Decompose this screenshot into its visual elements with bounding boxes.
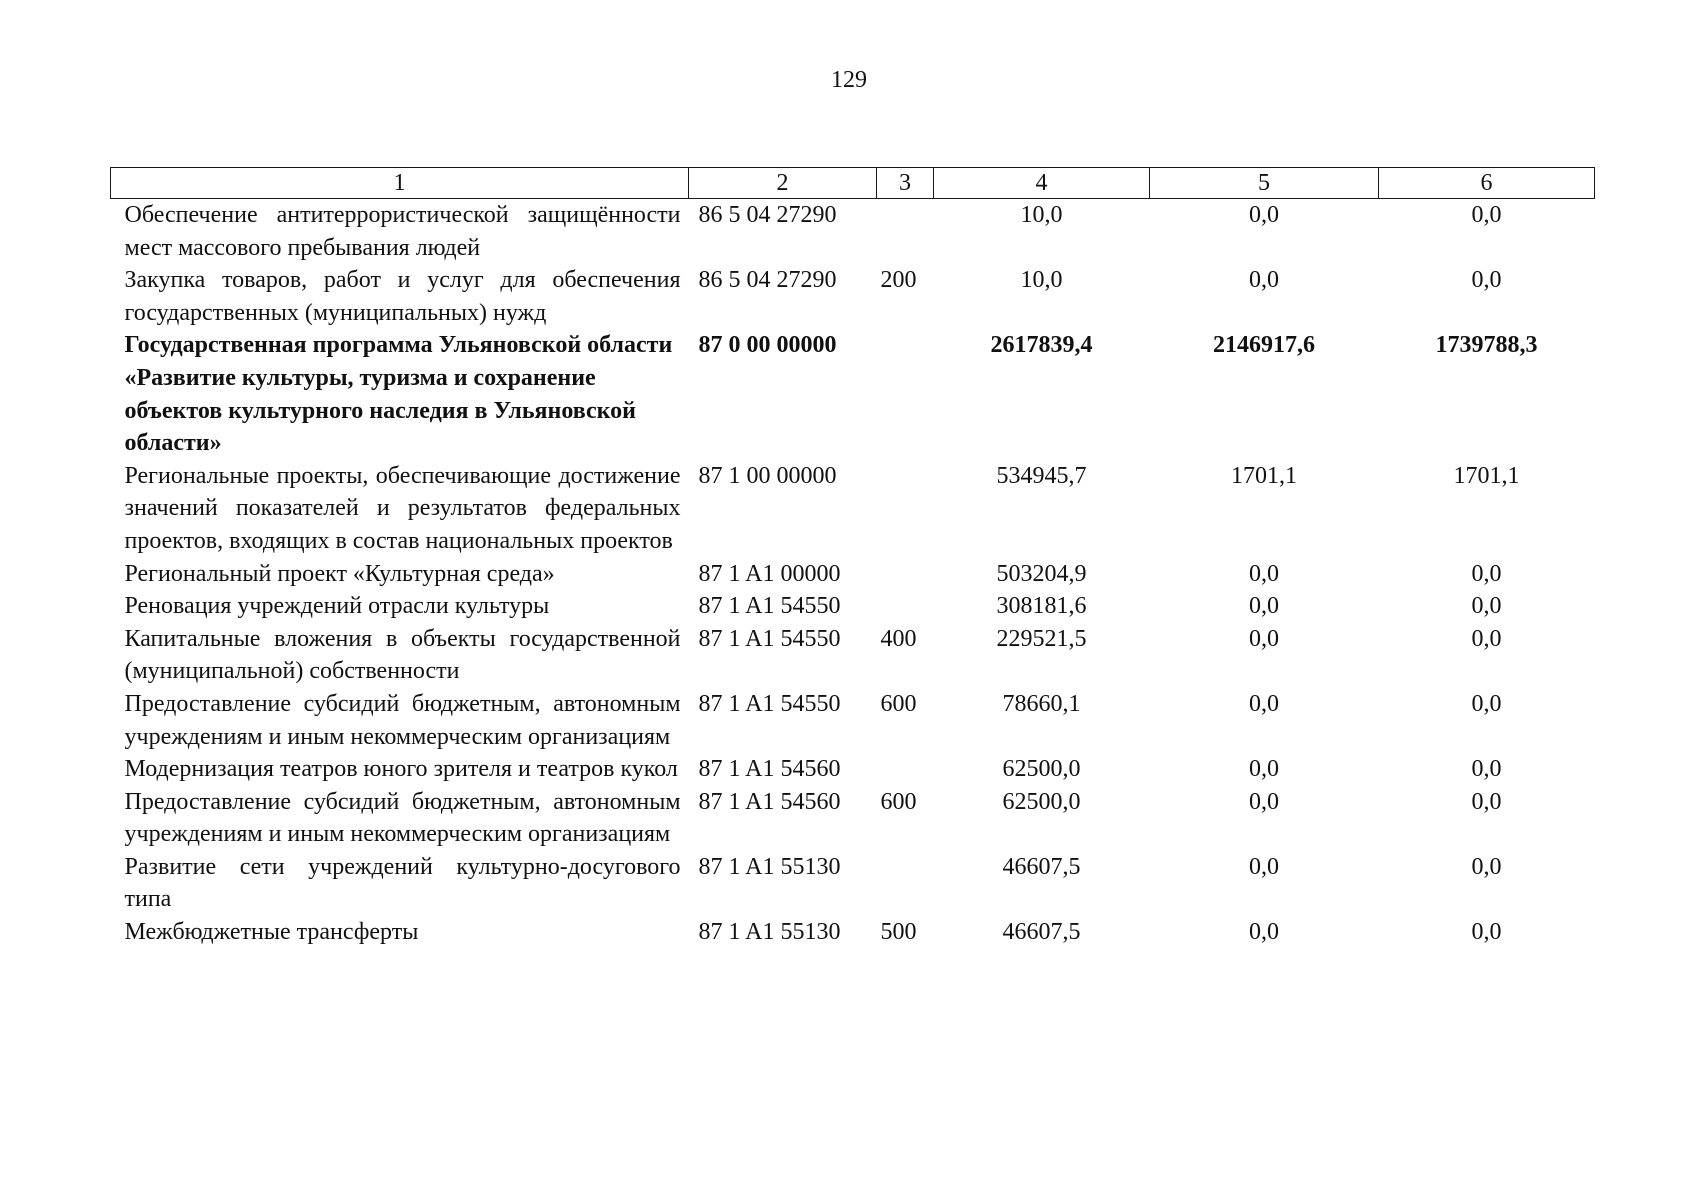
row-value-col6: 0,0 [1471, 560, 1502, 587]
row-name-cell: Капитальные вложения в объекты государственной (муниципальной) собственности [124, 625, 681, 685]
row-value-col6: 1739788,3 [1435, 332, 1538, 359]
table-row [111, 558, 1595, 591]
table-row [111, 688, 1595, 753]
row-value-col4: 503204,9 [996, 560, 1087, 587]
row-type-cell [877, 851, 934, 916]
budget-table [110, 167, 1595, 949]
header-col-3: 3 [877, 168, 934, 199]
row-name-cell: Модернизация театров юного зрителя и театров кукол [124, 756, 678, 783]
row-value-col4: 62500,0 [1002, 756, 1081, 783]
row-value-col6: 0,0 [1471, 853, 1502, 880]
row-type-cell [877, 590, 934, 623]
row-code-cell: 86 5 04 27290 [698, 202, 837, 228]
row-code-cell: 86 5 04 27290 [698, 267, 837, 294]
row-name-cell: Межбюджетные трансферты [124, 919, 419, 946]
row-name-cell: Обеспечение антитеррористической защищённости мест массового пребывания людей [124, 202, 681, 261]
row-value-col4: 2617839,4 [990, 332, 1093, 359]
row-type-cell: 600 [880, 690, 917, 717]
row-value-col5: 0,0 [1249, 593, 1279, 620]
row-type-cell [877, 199, 934, 265]
table-row [111, 851, 1595, 916]
table-body [111, 199, 1595, 949]
row-value-col4: 534945,7 [996, 462, 1087, 489]
header-col-1: 1 [111, 168, 689, 199]
row-value-col4: 46607,5 [1002, 853, 1081, 880]
row-value-col5: 0,0 [1249, 919, 1279, 946]
row-code-cell: 87 1 A1 54550 [698, 690, 841, 717]
row-value-col5: 0,0 [1249, 625, 1279, 652]
header-row [111, 168, 1595, 199]
row-code-cell: 87 1 A1 54560 [698, 788, 841, 815]
row-type-cell [877, 753, 934, 786]
row-value-col5: 0,0 [1249, 788, 1279, 815]
row-value-col4: 308181,6 [996, 593, 1087, 620]
row-value-col4: 78660,1 [1002, 690, 1081, 717]
row-code-cell: 87 1 A1 54550 [698, 593, 841, 620]
row-type-cell: 200 [880, 267, 917, 294]
row-value-col5: 0,0 [1249, 853, 1279, 880]
row-value-col6: 0,0 [1471, 593, 1502, 620]
row-code-cell: 87 1 A1 54550 [698, 625, 841, 652]
row-value-col4: 229521,5 [996, 625, 1087, 652]
row-value-col6: 1701,1 [1453, 462, 1520, 489]
row-code-cell: 87 0 00 00000 [698, 332, 837, 359]
page-number: 129 [831, 67, 867, 93]
row-code-cell: 87 1 00 00000 [698, 462, 837, 489]
row-type-cell [877, 558, 934, 591]
row-code-cell: 87 1 A1 55130 [698, 853, 841, 880]
table-header [111, 168, 1595, 199]
header-col-6: 6 [1379, 168, 1595, 199]
row-name-cell: Развитие сети учреждений культурно-досугового типа [124, 853, 681, 913]
header-col-5: 5 [1150, 168, 1379, 199]
row-value-col5: 2146917,6 [1213, 332, 1315, 359]
row-code-cell: 87 1 A1 00000 [698, 560, 841, 587]
row-value-col4: 10,0 [1020, 202, 1063, 228]
table-row [111, 916, 1595, 949]
table-row [111, 786, 1595, 851]
row-value-col6: 0,0 [1471, 919, 1502, 946]
row-name-cell: Предоставление субсидий бюджетным, автономным учреждениям и иным некоммерческим организациям [124, 690, 681, 750]
row-value-col6: 0,0 [1471, 202, 1502, 228]
table-row [111, 753, 1595, 786]
table-row [111, 199, 1595, 265]
header-col-4: 4 [934, 168, 1150, 199]
row-value-col5: 0,0 [1249, 202, 1279, 228]
header-col-2: 2 [689, 168, 877, 199]
row-value-col5: 0,0 [1249, 560, 1279, 587]
row-name-cell: Региональные проекты, обеспечивающие достижение значений показателей и результатов федеральных проектов, входящих в состав национальных проектов [124, 462, 681, 554]
row-value-col6: 0,0 [1471, 788, 1502, 815]
row-value-col6: 0,0 [1471, 267, 1502, 294]
row-name-cell: Предоставление субсидий бюджетным, автономным учреждениям и иным некоммерческим организациям [124, 788, 681, 848]
row-value-col5: 0,0 [1249, 690, 1279, 717]
row-value-col5: 1701,1 [1231, 462, 1297, 489]
table-row [111, 264, 1595, 329]
row-name-cell: Закупка товаров, работ и услуг для обеспечения государственных (муниципальных) нужд [124, 267, 681, 326]
row-type-cell: 400 [880, 625, 917, 652]
row-value-col6: 0,0 [1471, 625, 1502, 652]
row-value-col4: 10,0 [1020, 267, 1063, 294]
row-type-cell [877, 329, 934, 459]
row-name-cell: Региональный проект «Культурная среда» [124, 560, 555, 587]
table-row [111, 460, 1595, 558]
row-name-cell: Реновация учреждений отрасли культуры [124, 593, 550, 620]
row-value-col5: 0,0 [1249, 756, 1279, 783]
row-value-col6: 0,0 [1471, 756, 1502, 783]
row-name-cell: Государственная программа Ульяновской области «Развитие культуры, туризма и сохранение объектов культурного наследия в Ульяновской области» [124, 332, 673, 457]
row-value-col5: 0,0 [1249, 267, 1279, 294]
table-row [111, 329, 1595, 459]
row-type-cell: 500 [880, 919, 917, 946]
table-row [111, 623, 1595, 688]
table-row [111, 590, 1595, 623]
row-code-cell: 87 1 A1 54560 [698, 756, 841, 783]
row-type-cell: 600 [880, 788, 917, 815]
row-value-col6: 0,0 [1471, 690, 1502, 717]
row-code-cell: 87 1 A1 55130 [698, 919, 841, 946]
budget-table-container [110, 167, 1594, 949]
row-type-cell [877, 460, 934, 558]
row-value-col4: 46607,5 [1002, 919, 1081, 946]
row-value-col4: 62500,0 [1002, 788, 1081, 815]
